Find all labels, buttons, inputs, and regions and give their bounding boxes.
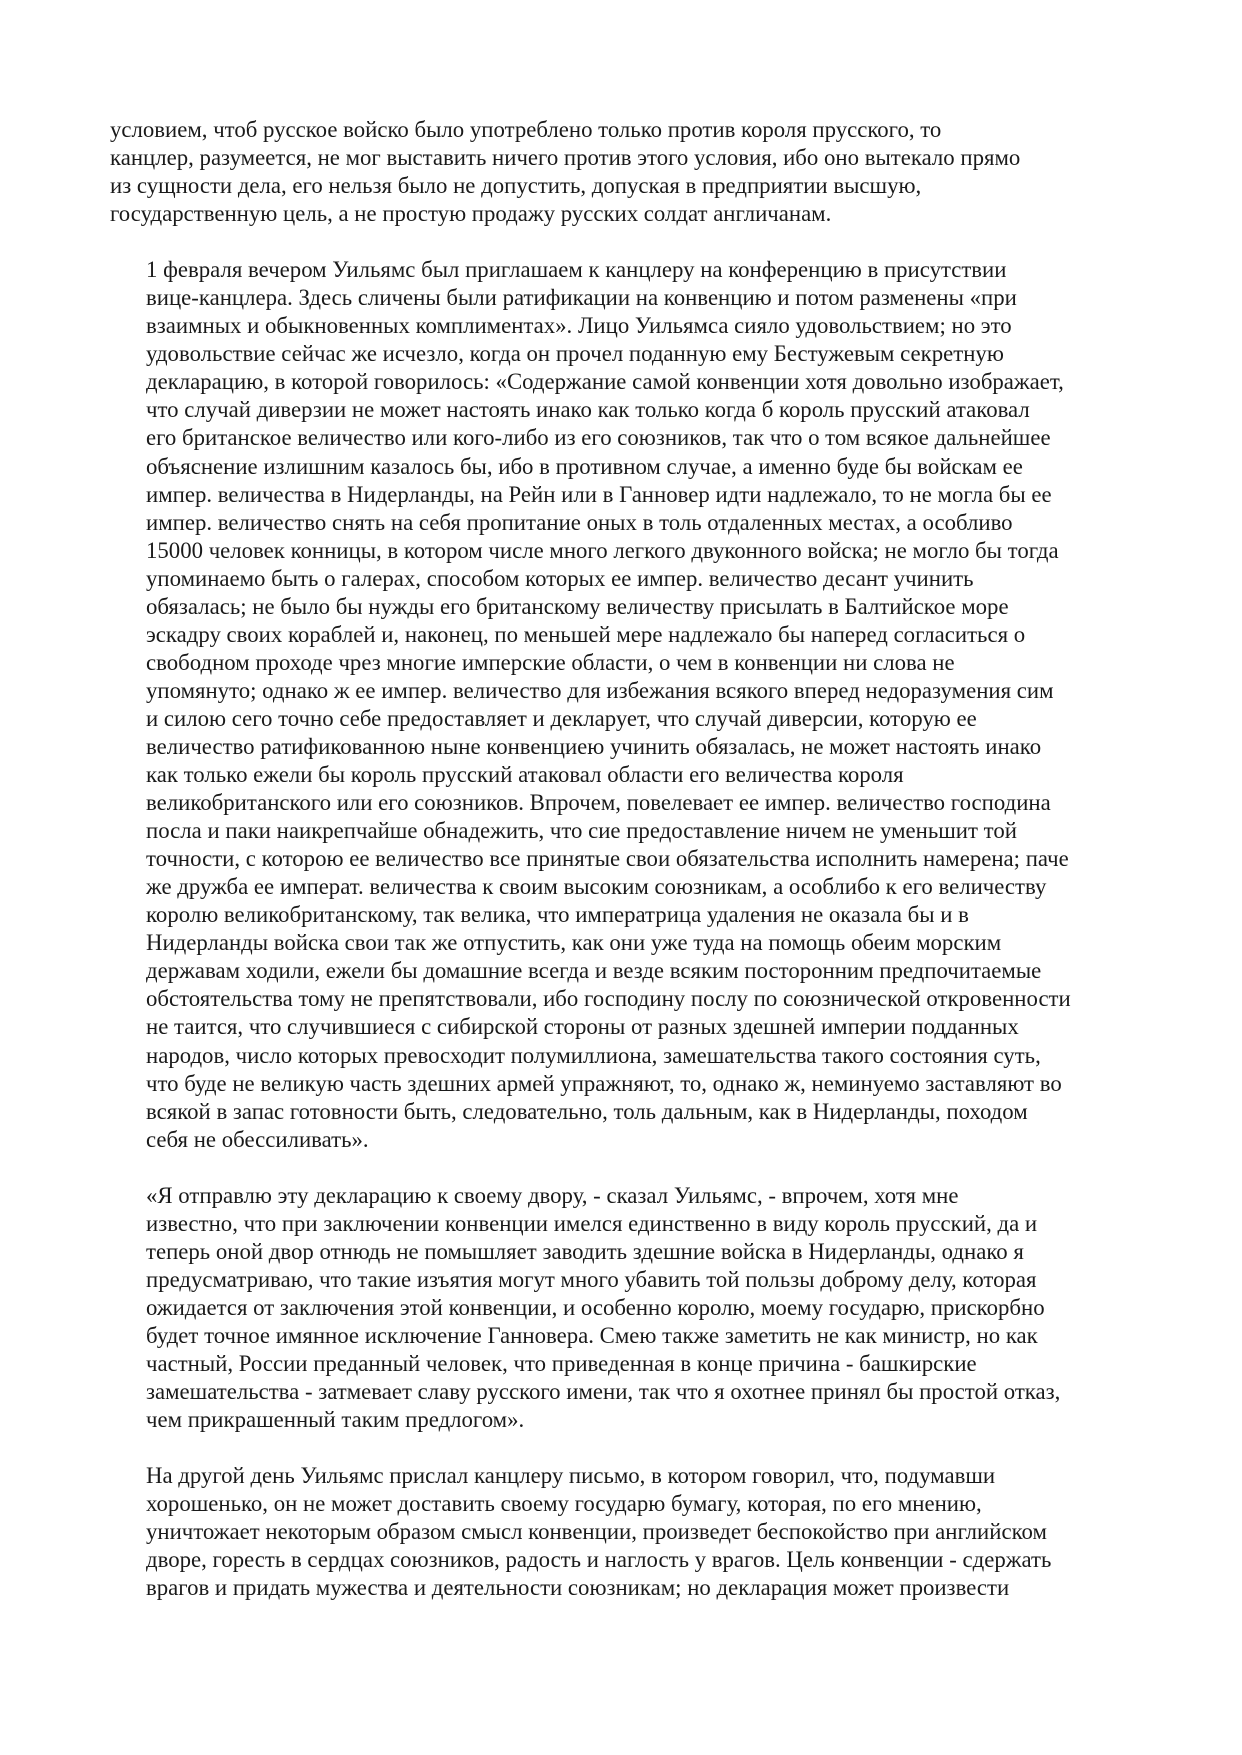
text-line: упоминаемо быть о галерах, способом которых ее импер. величество десант учинить	[146, 565, 974, 591]
text-line: как только ежели бы король прусский атаковал области его величества короля	[146, 762, 904, 788]
text-line: взаимных и обыкновенных комплиментах». Лицо Уильямса сияло удовольствием; но это	[146, 313, 1012, 339]
text-line: эскадру своих кораблей и, наконец, по меньшей мере надлежало бы наперед согласиться о	[146, 621, 1026, 647]
paragraph	[110, 116, 1132, 228]
paragraph	[110, 1462, 1132, 1602]
text-line: же дружба ее императ. величества к своим высоким союзникам, а особлибо к его величеству	[146, 874, 1047, 900]
text-line: королю великобританскому, так велика, что императрица удаления не оказала бы и в	[146, 902, 969, 928]
text-line: 15000 человек конницы, в котором числе много легкого двуконного войска; не могло бы тогда	[146, 537, 1059, 563]
text-line: точности, с которою ее величество все принятые свои обязательства исполнить намерена; паче	[146, 846, 1069, 872]
text-line: всякой в запас готовности быть, следовательно, толь дальным, как в Нидерланды, походом	[146, 1098, 1028, 1124]
text-line: обязалась; не было бы нужды его британскому величеству присылать в Балтийское море	[146, 593, 1009, 619]
text-line: уничтожает некоторым образом смысл конвенции, произведет беспокойство при английском	[146, 1519, 1047, 1545]
text-line: врагов и придать мужества и деятельности союзникам; но декларация может произвести	[146, 1575, 1010, 1601]
text-line: великобританского или его союзников. Впрочем, повелевает ее импер. величество господина	[146, 790, 1051, 816]
text-line: не таится, что случившиеся с сибирской стороны от разных здешней империи подданных	[146, 1014, 1019, 1040]
document-page	[110, 116, 1132, 1630]
text-line: импер. величества в Нидерланды, на Рейн или в Ганновер идти надлежало, то не могла бы ее	[146, 481, 1052, 507]
text-line: предусматриваю, что такие изъятия могут много убавить той пользы доброму делу, которая	[146, 1266, 1037, 1292]
text-line: народов, число которых превосходит полумиллиона, замешательства такого состояния суть,	[146, 1042, 1041, 1068]
text-line: обстоятельства тому не препятствовали, ибо господину послу по союзнической откровенности	[146, 986, 1071, 1012]
text-line: что случай диверзии не может настоять инако как только когда б король прусский атаковал	[146, 397, 1030, 423]
text-line: хорошенько, он не может доставить своему государю бумагу, которая, по его мнению,	[146, 1491, 982, 1517]
text-line: теперь оной двор отнюдь не помышляет заводить здешние войска в Нидерланды, однако я	[146, 1238, 1024, 1264]
text-line: посла и паки наикрепчайше обнадежить, что сие предоставление ничем не уменьшит той	[146, 818, 1017, 844]
text-line: дворе, горесть в сердцах союзников, радость и наглость у врагов. Цель конвенции - сдержать	[146, 1547, 1052, 1573]
text-line: и силою сего точно себе предоставляет и декларует, что случай диверсии, которую ее	[146, 705, 977, 731]
text-line: частный, России преданный человек, что приведенная в конце причина - башкирские	[146, 1350, 977, 1376]
text-line: будет точное имянное исключение Ганновера. Смею также заметить не как министр, но как	[146, 1322, 1038, 1348]
text-line: Нидерланды войска свои так же отпустить, как они уже туда на помощь обеим морским	[146, 930, 1002, 956]
text-line: из сущности дела, его нельзя было не допустить, допуская в предприятии высшую,	[110, 173, 922, 199]
text-line: свободном проходе чрез многие имперские области, о чем в конвенции ни слова не	[146, 649, 955, 675]
text-line: известно, что при заключении конвенции имелся единственно в виду король прусский, да и	[146, 1210, 1038, 1236]
text-line: декларацию, в которой говорилось: «Содержание самой конвенции хотя довольно изображает,	[146, 369, 1064, 395]
text-line: замешательства - затмевает славу русского имени, так что я охотнее принял бы простой отказ,	[146, 1379, 1061, 1405]
text-line: На другой день Уильямс прислал канцлеру письмо, в котором говорил, что, подумавши	[146, 1463, 996, 1489]
text-line: импер. величество снять на себя пропитание оных в толь отдаленных местах, а особливо	[146, 509, 1013, 535]
text-line: удовольствие сейчас же исчезло, когда он прочел поданную ему Бестужевым секретную	[146, 341, 1004, 367]
text-line: величество ратификованною ныне конвенциею учинить обязалась, не может настоять инако	[146, 733, 1042, 759]
text-line: государственную цель, а не простую продажу русских солдат англичанам.	[110, 201, 832, 227]
text-line: упомянуто; однако ж ее импер. величество для избежания всякого вперед недоразумения сим	[146, 677, 1054, 703]
text-line: «Я отправлю эту декларацию к своему двору, - сказал Уильямс, - впрочем, хотя мне	[146, 1182, 959, 1208]
paragraph	[110, 1182, 1132, 1434]
text-line: условием, чтоб русское войско было употреблено только против короля прусского, то	[110, 117, 942, 142]
text-line: канцлер, разумеется, не мог выставить ничего против этого условия, ибо оно вытекало прямо	[110, 145, 1021, 171]
text-line: объяснение излишним казалось бы, ибо в противном случае, а именно буде бы войскам ее	[146, 453, 1023, 479]
text-line: вице-канцлера. Здесь сличены были ратификации на конвенцию и потом разменены «при	[146, 285, 1017, 311]
text-line: державам ходили, ежели бы домашние всегда и везде всяким посторонним предпочитаемые	[146, 958, 1042, 984]
text-line: ожидается от заключения этой конвенции, и особенно королю, моему государю, прискорбно	[146, 1294, 1045, 1320]
text-line: что буде не великую часть здешних армей упражняют, то, однако ж, неминуемо заставляют во	[146, 1070, 1062, 1096]
text-line: себя не обессиливать».	[146, 1126, 369, 1152]
text-line: 1 февраля вечером Уильямс был приглашаем к канцлеру на конференцию в присутствии	[146, 257, 1007, 283]
paragraph	[110, 256, 1132, 1154]
text-line: его британское величество или кого-либо из его союзников, так что о том всякое дальнейшее	[146, 425, 1051, 451]
text-line: чем прикрашенный таким предлогом».	[146, 1407, 525, 1433]
